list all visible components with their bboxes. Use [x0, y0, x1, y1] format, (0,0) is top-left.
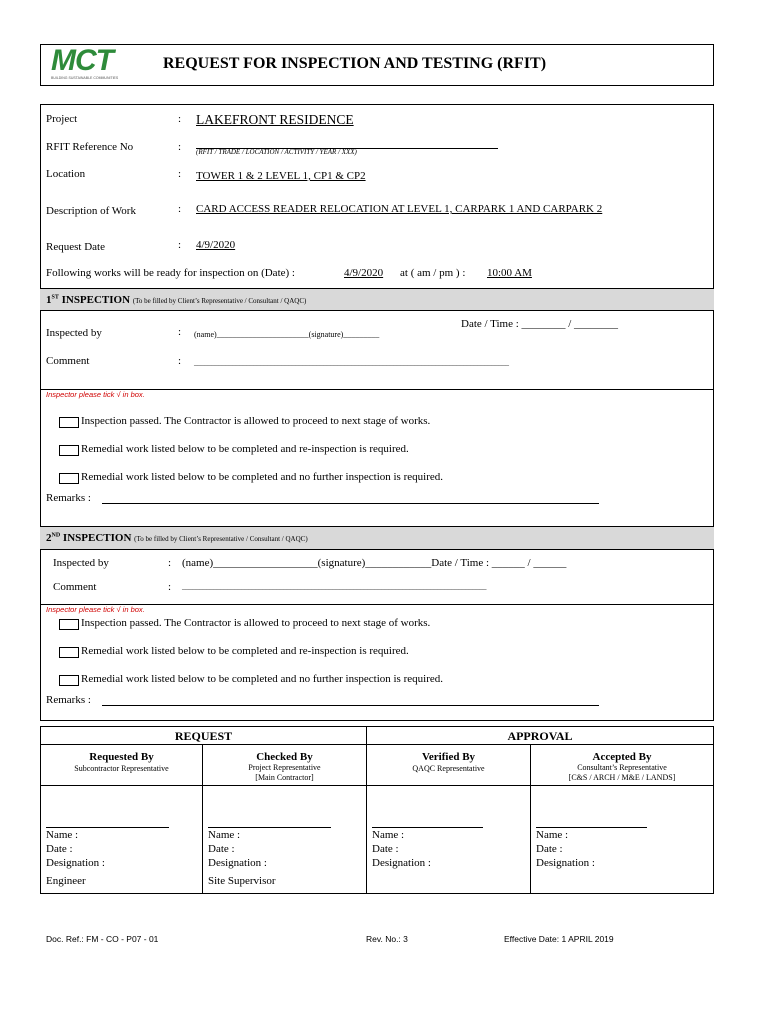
- colon: :: [168, 581, 172, 593]
- first-date-time[interactable]: Date / Time : ________ / ________: [461, 318, 619, 330]
- ready-date: 4/9/2020: [344, 267, 384, 279]
- accepted-by-title: Accepted By: [592, 751, 652, 763]
- first-checkbox-passed[interactable]: [59, 417, 79, 428]
- ready-time: 10:00 AM: [487, 267, 532, 279]
- second-inspected-label: Inspected by: [53, 557, 109, 569]
- checked-by-sign-line[interactable]: [208, 827, 331, 828]
- description-label: Description of Work: [46, 205, 136, 217]
- second-option-passed: Inspection passed. The Contractor is allowed to proceed to next stage of works.: [81, 617, 431, 629]
- second-heading-main: 2: [46, 532, 52, 544]
- second-inspection-title: [46, 532, 308, 544]
- requested-by-sub: Subcontractor Representative: [74, 764, 169, 773]
- first-remarks-line[interactable]: [102, 503, 599, 504]
- first-option-reinspect: Remedial work listed below to be completed and re-inspection is required.: [81, 443, 409, 455]
- accepted-by-designation-label: Designation :: [536, 857, 595, 869]
- colon: :: [178, 113, 182, 125]
- ready-at: at ( am / pm ) :: [400, 267, 466, 279]
- accepted-by-sign-line[interactable]: [536, 827, 647, 828]
- colon: :: [178, 326, 182, 338]
- colon: :: [178, 203, 182, 215]
- location-value: TOWER 1 & 2 LEVEL 1, CP1 & CP2: [196, 170, 366, 182]
- logo-text: MCT: [51, 44, 113, 77]
- checked-by-title: Checked By: [256, 751, 313, 763]
- rfit-ref-hint: (RFIT / TRADE / LOCATION / ACTIVITY / YEAR / XXX): [196, 148, 357, 156]
- requested-by-title: Requested By: [89, 751, 154, 763]
- first-option-no-further: Remedial work listed below to be completed and no further inspection is required.: [81, 471, 443, 483]
- rfit-ref-label: RFIT Reference No: [46, 141, 134, 153]
- colon: :: [168, 557, 172, 569]
- first-heading-main: 1: [46, 294, 52, 306]
- verified-by-sub: QAQC Representative: [412, 764, 485, 773]
- first-heading-sup: ST: [51, 294, 59, 301]
- accepted-by-name-label: Name :: [536, 829, 569, 841]
- checked-by-sub2: [Main Contractor]: [255, 773, 314, 782]
- colon: :: [178, 168, 182, 180]
- second-checkbox-passed[interactable]: [59, 619, 79, 630]
- page-title: REQUEST FOR INSPECTION AND TESTING (RFIT): [163, 55, 547, 72]
- checked-by-designation-value: Site Supervisor: [208, 875, 276, 887]
- request-date-value: 4/9/2020: [196, 239, 236, 251]
- second-heading-sup: ND: [51, 532, 61, 539]
- request-date-label: Request Date: [46, 241, 105, 253]
- effective-date: Effective Date: 1 APRIL 2019: [504, 934, 614, 944]
- accepted-by-date-label: Date :: [536, 843, 563, 855]
- first-inspection-title: [46, 294, 306, 306]
- first-heading-rest: INSPECTION: [58, 294, 131, 306]
- first-option-passed: Inspection passed. The Contractor is allowed to proceed to next stage of works.: [81, 415, 431, 427]
- requested-by-designation-label: Designation :: [46, 857, 105, 869]
- colon: :: [178, 141, 182, 153]
- project-label: Project: [46, 113, 78, 125]
- checked-by-name-label: Name :: [208, 829, 241, 841]
- second-remarks-line[interactable]: [102, 705, 599, 706]
- second-name-sig[interactable]: (name)___________________(signature)____________Date / Time : ______ / ______: [182, 557, 567, 569]
- company-logo: [51, 46, 135, 80]
- second-remarks-label: Remarks :: [46, 694, 91, 706]
- requested-by-date-label: Date :: [46, 843, 73, 855]
- second-heading-note: (To be filled by Client’s Representative / Consultant / QAQC): [134, 535, 308, 543]
- second-heading-rest: INSPECTION: [60, 532, 132, 544]
- doc-ref: Doc. Ref.: FM - CO - P07 - 01: [46, 934, 159, 944]
- first-remarks-label: Remarks :: [46, 492, 91, 504]
- first-checkbox-no-further[interactable]: [59, 473, 79, 484]
- colon: :: [178, 355, 182, 367]
- second-comment-label: Comment: [53, 581, 97, 593]
- requested-by-sign-line[interactable]: [46, 827, 169, 828]
- verified-by-designation-label: Designation :: [372, 857, 431, 869]
- first-comment-label: Comment: [46, 355, 90, 367]
- first-comment-line[interactable]: __________________________________________________________________________________________: [194, 359, 509, 367]
- request-header: REQUEST: [174, 729, 233, 743]
- project-value: LAKEFRONT RESIDENCE: [196, 112, 354, 127]
- first-checkbox-reinspect[interactable]: [59, 445, 79, 456]
- second-tick-note: Inspector please tick √ in box.: [46, 605, 145, 614]
- accepted-by-sub2: [C&S / ARCH / M&E / LANDS]: [568, 773, 676, 782]
- first-name-sig[interactable]: (name)_______________________(signature)_________: [194, 330, 380, 339]
- rev-no: Rev. No.: 3: [366, 934, 408, 944]
- checked-by-designation-label: Designation :: [208, 857, 267, 869]
- accepted-by-sub1: Consultant’s Representative: [577, 763, 667, 772]
- requested-by-designation-value: Engineer: [46, 875, 86, 887]
- location-label: Location: [46, 168, 86, 180]
- second-checkbox-no-further[interactable]: [59, 675, 79, 686]
- colon: :: [178, 239, 182, 251]
- first-inspected-label: Inspected by: [46, 327, 102, 339]
- first-heading-note: (To be filled by Client’s Representative / Consultant / QAQC): [132, 297, 307, 305]
- first-tick-note: Inspector please tick √ in box.: [46, 390, 145, 399]
- verified-by-name-label: Name :: [372, 829, 405, 841]
- second-option-no-further: Remedial work listed below to be completed and no further inspection is required.: [81, 673, 443, 685]
- approval-header: APPROVAL: [507, 729, 573, 743]
- checked-by-date-label: Date :: [208, 843, 235, 855]
- second-comment-line[interactable]: _______________________________________________________________________________________: [182, 583, 487, 591]
- description-value: CARD ACCESS READER RELOCATION AT LEVEL 1, CARPARK 1 AND CARPARK 2: [196, 203, 603, 215]
- verified-by-title: Verified By: [421, 751, 476, 763]
- requested-by-name-label: Name :: [46, 829, 79, 841]
- ready-text: Following works will be ready for inspection on (Date) :: [46, 267, 295, 279]
- second-checkbox-reinspect[interactable]: [59, 647, 79, 658]
- logo-tagline: BUILDING SUSTAINABLE COMMUNITIES: [51, 76, 119, 80]
- verified-by-sign-line[interactable]: [372, 827, 483, 828]
- second-option-reinspect: Remedial work listed below to be completed and re-inspection is required.: [81, 645, 409, 657]
- verified-by-date-label: Date :: [372, 843, 399, 855]
- checked-by-sub1: Project Representative: [248, 763, 321, 772]
